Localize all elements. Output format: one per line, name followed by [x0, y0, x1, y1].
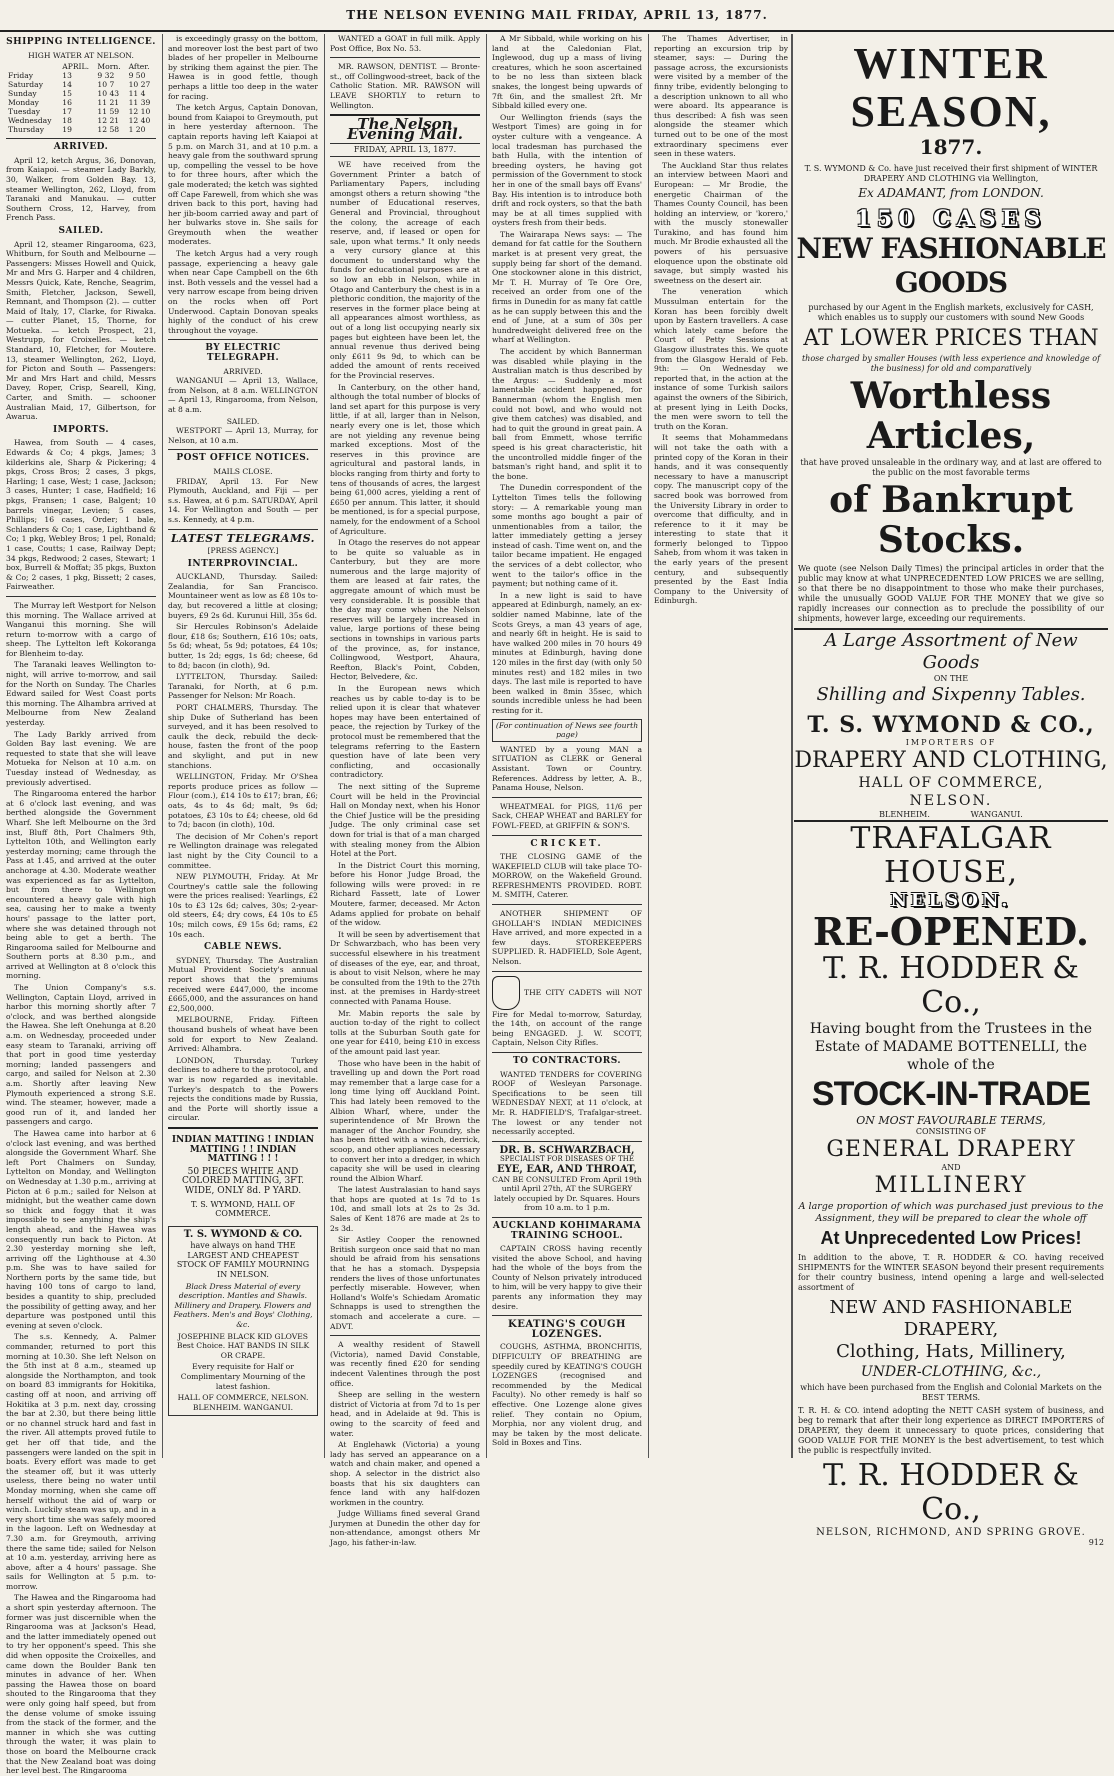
mourning-requisite: Every requisite for Half or Complimentary Mourning of the latest fashion. [180, 1362, 306, 1391]
trafalgar-nelson: NELSON. [890, 890, 1012, 911]
tel-sailed-heading: SAILED. [226, 416, 260, 426]
tides-cell: Monday [8, 98, 39, 108]
tides-cell: 19 [62, 125, 72, 135]
proved-text: that have proved unsaleable in the ordinary way, and at last are offered to the public on the most favorable terms [800, 458, 1102, 477]
matting-offer: 50 PIECES WHITE AND COLORED MATTING, 3FT. WIDE, ONLY 8d. P YARD. [182, 1166, 304, 1196]
branches: BLENHEIM. WANGANUI. [879, 810, 1023, 819]
and-text: AND [941, 1163, 961, 1172]
leader-paragraph: The latest Australasian to hand says that hops are quoted at 1s 7d to 1s 10d, and small lots at 2s to 2s 3d. Sales of Kent 1876 are made at 2s to 2s 3d. [330, 1185, 480, 1233]
sailed-heading: SAILED. [58, 225, 104, 236]
column-divider [486, 34, 487, 1458]
medicines-ad: ANOTHER SHIPMENT OF GHOLLAH'S INDIAN MEDICINES Have arrived, and more expected in a few days. STOREKEEPERS SUPPLIED. R. HADFIELD, Sole Agent, Nelson. [492, 909, 642, 967]
ship-name: Ex ADAMANT, from LONDON. [858, 186, 1044, 200]
quote-text: We quote (see Nelson Daily Times) the principal articles in order that the public may know at what UNPRECEDENTED LOW PRICES we are selling, so that there be no disappointment to those who make their purchases, while the unusually GOOD VALUE FOR THE MONEY that we give so rapidly increases our connection as to preclude the possibility of our shipments, however large, exceeding our requirements. [798, 564, 1104, 623]
keating-ad: COUGHS, ASTHMA, BRONCHITIS, DIFFICULTY OF BREATHING are speedily cured by KEATING'S COUGH LOZENGES (recognised and recommended by the Medical Faculty). No other remedy is half so effective. One Lozenge alone gives relief. They contain no Opium, Morphia, nor any violent drug, and may be taken by the most delicate. Sold in Boxes and Tins. [492, 1342, 642, 1448]
schwarzbach-name: DR. B. SCHWARZBACH, [499, 1144, 635, 1156]
school-ad: CAPTAIN CROSS having recently visited the above School, and having had the whole of the boys from the County of Nelson privately introduced to him, will be very happy to give their parents any information they may desire. [492, 1244, 642, 1311]
divider [492, 1217, 642, 1218]
tides-cell: 12 10 [128, 107, 151, 117]
divider [492, 835, 642, 836]
tides-row [6, 71, 156, 80]
tides-cell: 10 7 [97, 80, 115, 90]
leader-paragraph: The next sitting of the Supreme Court will be held in the Provincial Hall on Monday next, when his Honor the Chief Justice will be the presiding Judge. The only criminal case set down for trial is that of a man charged with stealing money from the Albion Hotel at the Port. [330, 781, 480, 859]
tides-row [6, 89, 156, 98]
telegram-paragraph: LYTTELTON, Thursday. Sailed: Taranaki, for North, at 6 p.m. Passenger for Nelson: Mr Roach. [168, 672, 318, 701]
tides-cell: 12 58 [97, 125, 120, 135]
column-divider [162, 34, 163, 1458]
divider [168, 1127, 318, 1129]
shipping-heading: SHIPPING INTELLIGENCE. [6, 37, 156, 47]
latest-telegrams-heading: LATEST TELEGRAMS. [170, 531, 315, 545]
hodder-firm-footer: T. R. HODDER & Co., [823, 1458, 1079, 1527]
trafalgar-heading: TRAFALGAR HOUSE, [850, 821, 1052, 890]
mourning-firm: T. S. WYMOND & CO. [183, 1228, 303, 1240]
news-paragraph: A Mr Sibbald, while working on his land at the Caledonian Flat, Inglewood, dug up a mass of living creatures, which he soon ascertained to be no less than sixteen black snakes, the longest being upwards of 7ft 6in, and the smallest 2ft. Mr Sibbald killed every one. [492, 34, 642, 111]
divider [492, 1315, 642, 1316]
telegram-paragraph: PORT CHALMERS, Thursday. The ship Duke of Sutherland has been surveyed, and it has been resolved to caulk the deck, rebuild the deck-house, fasten the front of the poop and skylight, and put in new stanchions. [168, 703, 318, 770]
underclothing-heading: UNDER-CLOTHING, &c., [860, 1364, 1042, 1380]
tides-cell: 12 40 [128, 116, 151, 126]
imports-text: Hawea, from South — 4 cases, Edwards & Co; 4 pkgs, James; 3 kilderkins ale, Sharp & Pickering; 4 pkgs, Cross Bros; 2 cases, 3 pkgs, Harling; 1 case, West; 1 case, Jackson; 3 cases, Hunter; 1 case, Hadfield; 16 pkgs, Fransen; 1 case, Balgent; 10 barrels vinegar, Levien; 5 cases, Phillips; 16 cases, Order; 1 bale, Schlanders & Co; 1 case, Lightband & Co; 1 pkg, Webley Bros; 1 pel, Ronald; 1 case, Coutts; 1 case, Railway Dept; 34 pkgs, Redwood; 2 cases, Stewart; 1 box, Burrell & Moffat; 35 pkgs, Buxton & Co; 2 cases, 1 pkg, Bissett; 2 cases, Fairweather. [6, 438, 156, 592]
schwarzbach-specialty: SPECIALIST FOR DISEASES OF THE [500, 1155, 634, 1164]
addition-text: In addition to the above, T. R. HODDER & CO. having received SHIPMENTS for the WINTER SEASON beyond their present requirements for their country business, intend opening a large and well-selected assortment of [798, 1253, 1104, 1292]
tides-cell: Tuesday [8, 107, 41, 117]
divider [330, 57, 480, 58]
telegraph-heading: BY ELECTRIC TELEGRAPH. [205, 343, 281, 363]
tides-header-row [6, 62, 156, 71]
news-paragraph: A wealthy resident of Stawell (Victoria), named David Constable, was recently fined £20 for sending indecent Valentines through the post office. [330, 1340, 480, 1388]
lower-prices-heading: AT LOWER PRICES THAN [803, 326, 1099, 351]
divider [168, 529, 318, 530]
tides-cell: 9 32 [97, 71, 115, 81]
hodder-firm: T. R. HODDER & Co., [823, 951, 1079, 1020]
leader-paragraph: In Otago the reserves do not appear to be quite so valuable as in Canterbury, but they are more numerous and the large majority of them are leased at fair rates, the aggregate amount of which must be very considerable. It is possible that the day may come when the Nelson reserves will be largely increased in value, large portions of these being sections in townships in various parts of the province, as, for instance, Collingwood, Westport, Ahaura, Reefton, Black's Point, Cobden, Hector, Belvedere, &c. [330, 538, 480, 682]
purchased-text: purchased by our Agent in the English markets, exclusively for CASH, which enables us to supply our customers with sound New Goods [808, 303, 1094, 322]
news-paragraph: The Ringarooma entered the harbor at 6 o'clock last evening, and was berthed alongside the Government Wharf. She left Melbourne on the 3rd inst, Bluff 8th, Port Chalmers 9th, Lyttelton 10th, and Wellington early yesterday morning; came through the Pass at 1.45, and arrived at the outer anchorage at 4.30. Moderate weather was experienced as far as Lyttelton, but from there to Wellington encountered a heavy gale with high sea, causing her to make a twenty hours' passage to the latter port, where she was detained through not being able to get a berth. The Ringarooma sailed for Melbourne and Southern ports at 8.30 p.m., and arrived at Wellington at 8 o'clock this morning. [6, 789, 156, 981]
keating-heading: KEATING'S COUGH LOZENGES. [508, 1319, 626, 1340]
news-paragraph: Our Wellington friends (says the Westport Times) are going in for oyster culture with a vengeance. A local tradesman has purchased the bath Hulla, with the intention of breeding oysters, he having got permission of the Government to stock her in one of the small bays off Evans' Bay. His intention is to introduce both drift and rock oysters, so that the bath may be at all times supplied with oysters fresh from their beds. [492, 112, 642, 228]
tides-heading: HIGH WATER AT NELSON. [28, 50, 134, 60]
news-paragraph: The Hawea and the Ringarooma had a short spin yesterday afternoon. The former was just discernible when the Ringarooma was at Jackson's Head, and the latter immediately opened out to try her opponent's speed. This she did when opposite the Croixelles, and came down the Boulder Bank ten minutes in advance of her. When passing the Hawea those on board shouted to the Ringarooma that they were only going half speed, but from the dense volume of smoke issuing from the stack of the former, and the manner in which she was cutting through the water, it was plain to those on board the Melbourne crack that the New Zealand boat was doing her level best. The Ringarooma [6, 1593, 156, 1776]
clothing-heading: Clothing, Hats, Millinery, [836, 1341, 1066, 1362]
tides-cell: Sunday [8, 89, 37, 99]
tel-arrived: WANGANUI — April 13, Wallace, from Nelson, at 8 a.m. WELLINGTON — April 13, Ringarooma, from Nelson, at 8 a.m. [168, 376, 318, 414]
tides-cell: 17 [62, 107, 72, 117]
assortment-heading: A Large Assortment of New Goods [824, 630, 1078, 673]
worthless-heading: Worthless Articles, [850, 375, 1052, 457]
cable-paragraph: MELBOURNE, Friday. Fifteen thousand bushels of wheat have been sold for export to New Zealand. Arrived: Alhambra. [168, 1015, 318, 1054]
leader-paragraph: WE have received from the Government Printer a batch of Parliamentary Papers, including amongst others a return showing "the number of Educational reserves, General and Provincial, throughout the colony, the acreage of each reserve, and, if leased or open for sale, upon what terms." It only needs a very cursory glance at this document to understand why the funds for educational purposes are at so low an ebb in Nelson, while in Otago and Canterbury the chest is in a plethoric condition, the majority of the reserves in the former place being at all appearances almost worthless, as out of a long list occupying nearly six pages but eighteen have been let, the annual revenue thus derived being only £611 9s 9d, to which can be added the amount of rents received for the Provincial reserves. [330, 159, 480, 380]
nett-cash-text: T. R. H. & CO. intend adopting the NETT CASH system of business, and beg to remark that after their long experience as DIRECT IMPORTERS of DRAPERY, they deem it unnecessary to quote prices, considering that GOOD VALUE FOR THE MONEY is the best advertisement, to test which the public is respectfully invited. [798, 1406, 1104, 1455]
divider [492, 1141, 642, 1142]
column-4 [492, 34, 642, 1458]
mourning-ad [168, 1226, 318, 1417]
column-divider [648, 34, 649, 1458]
divider [330, 1335, 480, 1336]
news-paragraph: Judge Williams fined several Grand Jurymen at Dunedin the other day for non-attendance, amongst others Mr Jago, his father-in-law. [330, 1509, 480, 1548]
proportion-text: A large proportion of which was purchased just previous to the Assignment, they will be prepared to clear the whole off [798, 1201, 1104, 1224]
news-paragraph: The Thames Advertiser, in reporting an excursion trip by steamer, says: — During the passage across, the excursionists were visited by a member of the finny tribe, evidently belonging to a description unknown to all who were aboard. Its appearance is thus described: A fish was seen alongside the steamer which turned out to be one of the most extraordinary specimens ever seen in these waters. [654, 34, 788, 159]
reopened-heading: RE-OPENED. [812, 909, 1090, 954]
cadets-text: THE CITY CADETS will NOT Fire for Medal to-morrow, Saturday, the 14th, on account of the range being ENGAGED. J. W. SCOTT, Captain, Nelson City Rifles. [492, 987, 642, 1048]
tides-cell: 15 [62, 89, 72, 99]
news-paragraph: At Englehawk (Victoria) a young lady has served an appearance on a watch and chain maker, and opened a shop. A selector in the district also boasts that his six daughters can fence land with any half-dozen workmen in the country. [330, 1440, 480, 1507]
divider [6, 596, 156, 597]
news-paragraph: The Lady Barkly arrived from Golden Bay last evening. We are requested to state that she will leave Motueka for Nelson at 10 a.m. on Tuesday instead of Wednesday, as previously advertised. [6, 729, 156, 787]
news-paragraph: It seems that Mohammedans will not take the oath with a printed copy of the Koran in their hands, and it was consequently necessary to have a manuscript copy. The manuscript copy of the sacred book was borrowed from the University Library in order to overcome that difficulty, and in reference to it it may be interesting to state that it formerly belonged to Tippoo Saheb, from whom it was taken in the early years of the present century, and subsequently presented by the East India Company to the University of Edinburgh. [654, 433, 788, 606]
contractors-ad: WANTED TENDERS for COVERING ROOF of Wesleyan Parsonage. Specifications to be seen till WEDNESDAY NEXT, at 11 o'clock, at Mr. R. HADFIELD'S, Trafalgar-street. The lowest or any tender not necessarily accepted. [492, 1069, 642, 1137]
leader-paragraph: In the District Court this morning, before his Honor Judge Broad, the following wills were proved: in re Richard Fassett, late of Lower Moutere, farmer, deceased. Mr Acton Adams applied for probate on behalf of the widow. [330, 860, 480, 928]
tides-header-cell: After. [128, 62, 150, 72]
tides-header-cell: Morn. [97, 62, 121, 72]
season-year: 1877. [919, 135, 983, 159]
drapery-clothing: DRAPERY AND CLOTHING, [794, 748, 1108, 773]
post-office-heading: POST OFFICE NOTICES. [176, 453, 310, 464]
press-agency: [PRESS AGENCY.] [207, 546, 279, 556]
news-paragraph: The Union Company's s.s. Wellington, Captain Lloyd, arrived in harbor this morning shortly after 7 o'clock, and was berthed alongside the Hawea. She left Onehunga at 8.20 a.m. on Wednesday, proceeded under easy steam to Taranaki, arriving off that port in good time yesterday morning; landed passengers and cargo, and sailed for Nelson at 2.30 a.m. Shortly after leaving New Plymouth experienced a strong S.E. wind. The steamer, however, made a good run of it, and landed her passengers and cargo. [6, 983, 156, 1127]
divider [492, 797, 642, 798]
tides-cell: 11 4 [128, 89, 146, 99]
mourning-address: HALL OF COMMERCE, NELSON. BLENHEIM. WANGANUI. [177, 1393, 309, 1412]
contractors-heading: TO CONTRACTORS. [512, 1056, 622, 1066]
tides-cell: 13 [62, 71, 72, 81]
leader-paragraph: Mr. Mabin reports the sale by auction to-day of the right to collect tolls at the Suburban South gate for one year for £410, being £10 in excess of the amount paid last year. [330, 1008, 480, 1056]
masthead-title: THE NELSON EVENING MAIL FRIDAY, APRIL 13, 1877. [346, 8, 768, 22]
tides-header-cell [6, 62, 60, 71]
news-paragraph: The Dunedin correspondent of the Lyttelton Times tells the following story: — A remarkable young man some months ago bought a pair of unmentionables from a tailor, the latter immediately getting a jersey instead of cash. Time went on, and the tailor became impatient. He engaged the services of a debt collector, who went to the tailor's office in the payment; but nothing came of it. [492, 483, 642, 589]
telegram-paragraph: NEW PLYMOUTH, Friday. At Mr Courtney's cattle sale the following were the prices realised: Yearlings, £2 10s to £3 12s 6d; calves, 30s; 2-year-old steers, £4; dry cows, £4 10s to £5 10s; milch cows, £9 15s 6d; rams, £2 10s each. [168, 872, 318, 939]
on-the: ON THE [933, 674, 969, 683]
tides-cell: 11 21 [97, 98, 120, 108]
tides-cell: Thursday [8, 125, 45, 135]
new-goods-heading: NEW FASHIONABLE GOODS [796, 232, 1106, 299]
column-number: 912 [1088, 1538, 1104, 1547]
tel-arrived-heading: ARRIVED. [223, 366, 263, 376]
nelson-label: NELSON. [909, 793, 993, 809]
news-paragraph: The ketch Argus, Captain Donovan, bound from Kaiapoi to Greymouth, put in here yesterday afternoon. The captain reports having left Kaiapoi at 5 p.m. on March 31, and at 10 p.m. a heavy gale from the southward sprung up, compelling the vessel to be hove to for three hours, after which the gale moderated; the ketch was sighted off Cape Farewell, from which she was driven back to this port, having had her jib-boom carried away and part of her bulwarks stove in. She sails for Greymouth when the weather moderates. [168, 103, 318, 247]
leader-paragraph: In the European news which reaches us by cable to-day is to be relied upon it is clear that whatever hopes may have been entertained of peace, the rejection by Turkey of the protocol must be remembered that the telegrams referring to the Eastern question have of late been very conflicting, and occasionally contradictory. [330, 684, 480, 780]
tides-row [6, 125, 156, 134]
divider [6, 138, 156, 139]
classified-ad: WANTED a GOAT in full milk. Apply Post Office, Box No. 53. [330, 34, 480, 53]
continuation-note: (For continuation of News see fourth page) [492, 719, 642, 742]
general-drapery: GENERAL DRAPERY [826, 1137, 1076, 1162]
purchased2-text: which have been purchased from the English and Colonial Markets on the BEST TERMS. [800, 1383, 1102, 1402]
tides-cell: 16 [62, 98, 72, 108]
bankrupt-heading: of Bankrupt Stocks. [829, 479, 1073, 561]
cricket-heading: CRICKET. [530, 838, 604, 849]
tides-cell: Saturday [8, 80, 43, 90]
tides-cell: Friday [8, 71, 34, 81]
those-charged-text: those charged by smaller Houses (with less experience and knowledge of the business) for old and comparatively [801, 354, 1101, 373]
news-paragraph: Sheep are selling in the western district of Victoria at from 7d to 1s per head, and in Adelaide at 9d. This is owing to the scarcity of feed and water. [330, 1390, 480, 1438]
telegram-paragraph: AUCKLAND, Thursday. Sailed: Zealandia, for San Francisco. Mountaineer went as low as £8 10s to-day, but recovered a little at closing; buyers, £9 2s 6d. Kurunui Hill, 35s 6d. [168, 572, 318, 620]
tides-row [6, 107, 156, 116]
matting-headline: INDIAN MATTING ! INDIAN MATTING ! ! INDIAN MATTING ! ! ! [171, 1134, 315, 1165]
cases-heading: 150 CASES [855, 206, 1047, 232]
arrived-heading: ARRIVED. [53, 142, 109, 153]
news-paragraph: The accident by which Bannerman was disabled while playing in the Australian match is thus described by the Argus: — Suddenly a most lamentable accident happened, for Bannerman (whom the English men could not bowl, and who would not give them catches) was disabled, and had to quit the ground in great pain. A ball from Emmett, whose terrific speed is his great characteristic, hit the uncontrolled middle finger of the batsman's right hand, and split it to the bone. [492, 347, 642, 481]
tides-table [6, 62, 156, 134]
mails-text: FRIDAY, April 13. For New Plymouth, Auckland, and Fiji — per s.s. Hawea, at 6 p.m. SATURDAY, April 14. For Wellington and South — per s.s. Kennedy, at 4 p.m. [168, 476, 318, 524]
news-paragraph: In a new light is said to have appeared at Edinburgh, namely, an ex-soldier named Mabinne, late of the Scots Greys, a man 43 years of age, and nearly 6ft in height. He is said to have walked 200 miles in 70 hours 49 minutes at Edinburgh, having done 120 miles in the first day (with only 50 minutes rest) and 182 miles in two days. The last mile is reported to have been walked in 8min 35sec, which sounds incredible unless he had been resting for it. [492, 590, 642, 715]
tides-cell: 10 27 [128, 80, 151, 90]
divider [168, 339, 318, 340]
news-paragraph: The s.s. Kennedy, A. Palmer commander, returned to port this morning at 10.30. She left Nelson on the 5th inst at 8 a.m., steamed up alongside the Northampton, and took on board 83 immigrants for Hokitika, casting off at noon, and arriving off Hokitika at 3 p.m. next day, crossing the bar at 2.30, but there being little or no channel struck hard and fast in the river. All attempts proved futile to get her off that tide, and the passengers were landed on the spit in boats. Every effort was made to get the steamer off, but it was utterly useless, there being no water until Monday morning, when she came off herself without the aid of warp or winch. Luckily steam was up, and in a very short time she was safely moored in the lagoon. Left on Wednesday at 7.30 a.m. for Greymouth, arriving there the same tide; sailed for Nelson at 10 a.m. yesterday, arriving here as above, after a 4 hours' passage. She sails for Wellington at 5 p.m. to-morrow. [6, 1332, 156, 1591]
news-paragraph: is exceedingly grassy on the bottom, and moreover lost the best part of two blades of her propeller in Melbourne by striking them against the pier. The Hawea is in good fettle, though perhaps a little too deep in the water for racing. [168, 34, 318, 101]
school-heading: AUCKLAND KOHIMARAMA TRAINING SCHOOL. [492, 1220, 642, 1241]
consisting-text: CONSISTING OF [915, 1127, 987, 1136]
news-paragraph: The Murray left Westport for Nelson this morning. The Wallace arrived at Wanganui this morning. She will return to-morrow with a cargo of sheep. The Lyttelton left Kokoranga for Blenheim to-day. [6, 600, 156, 658]
mourning-list: Black Dress Material of every description. Mantles and Shawls. Millinery and Drapery. Flowers and Feathers. Men's and Boys' Clothing, &c. [173, 1281, 313, 1330]
cable-paragraph: SYDNEY, Thursday. The Australian Mutual Provident Society's annual report shows that the premiums received were £447,000, the income £665,000, and the assurances on hand £2,500,000. [168, 955, 318, 1013]
cable-news-heading: CABLE NEWS. [203, 942, 283, 953]
column-5 [654, 34, 788, 1458]
matting-signature: T. S. WYMOND, HALL OF COMMERCE. [190, 1199, 296, 1219]
divider [492, 1052, 642, 1053]
crest-icon [492, 976, 520, 1010]
news-paragraph: The Wairarapa News says: — The demand for fat cattle for the Southern market is at present very great, the supply being far short of the demand. One stockowner alone in this district, Mr T. H. Murray of Te Ore Ore, received an order from one of the firms in Dunedin for as many fat cattle as he can supply between this and the end of June, at a sum of 30s per hundredweight delivered free on the wharf at Wellington. [492, 229, 642, 345]
sailed-text: April 12, steamer Ringarooma, 623, Whitburn, for South and Melbourne — Passengers: Misses Howell and Quick, Mr and Mrs G. Harper and 4 children, Messrs Quick, Kate, Renche, Seagrim, Smith, Fletcher, Jackson, Sewell, Remnant, and Thompson (2). — cutter Maid of Italy, 17, Clarke, for Riwaka. — cutter Planet, 15, Thorne, for Motueka. — ketch Prospect, 21, Westrupp, for Croixelles. — ketch Standard, 10, Fletcher, for Moutere. 13, steamer Wellington, 262, Lloyd, for Picton and South — Passengers: Mr and Mrs Hart and child, Messrs Davey, Roper, Crisp, Searell, King, Carter, and Smith. — schooner Australian Maid, 17, Gilbertson, for Awarua. [6, 239, 156, 422]
leader-paragraph: Those who have been in the habit of travelling up and down the Port road may remember that a large case for a long time lying off Auckland Point. This had lately been removed to the Albion Wharf, where, under the superintendence of Mr Brown the manager of the Anchor Foundry, she has been fitted with a winch, derrick, scoop, and other appliances necessary to convert her into a dredger, in which capacity she will be used in clearing round the Albion Wharf. [330, 1058, 480, 1183]
imports-heading: IMPORTS. [52, 424, 110, 435]
tides-header-cell: APRIL. [62, 62, 90, 72]
column-1 [6, 34, 156, 1776]
schwarzbach-hours: CAN BE CONSULTED From April 19th until April 27th, AT the SURGERY lately occupied by Dr. Squares. Hours from 10 a.m. to 1 p.m. [492, 1174, 642, 1213]
tides-cell: 1 20 [128, 125, 146, 135]
tides-cell: 14 [62, 80, 72, 90]
news-paragraph: The Taranaki leaves Wellington to-night, will arrive to-morrow, and sail for the North on Sunday. The Charles Edward sailed for West Coast ports this morning. The Alhambra arrived at Melbourne from New Zealand yesterday. [6, 660, 156, 728]
shipment-intro: T. S. WYMOND & Co. have just received their first shipment of WINTER DRAPERY AND CLOTHING via Wellington, [804, 164, 1098, 183]
classified-ad: MR. RAWSON, DENTIST. — Bronte-st., off Collingwood-street, back of the Catholic Station. MR. RAWSON will LEAVE SHORTLY to return to Wellington. [330, 62, 480, 110]
hall-of-commerce: HALL OF COMMERCE, [858, 775, 1044, 791]
display-advertisements [794, 34, 1108, 1547]
paper-date: FRIDAY, APRIL 13, 1877. [330, 143, 480, 157]
bought-text: Having bought from the Trustees in the Estate of MADAME BOTTENELLI, the whole of the [809, 1021, 1093, 1073]
tides-cell: 9 50 [128, 71, 146, 81]
news-paragraph: The Hawea came into harbor at 6 o'clock last evening, and was berthed alongside the Government Wharf. She left Port Chalmers on Sunday, Lyttelton on Monday, and Wellington on Wednesday at 1.30 p.m., arriving at Picton at 6 p.m.; sailed for Nelson at midnight, but the weather came down so thick and foggy that it was impossible to see anything the ship's length ahead, and the Hawea was consequently run back to Picton. At 2.30 yesterday morning she left, arriving off the Lighthouse at 4.30 p.m. She was to have sailed for Northern ports by the same tide, but having 100 tons of cargo to land, besides a quantity to ship, precluded the possibility of getting away, and her departure was postponed until this evening at seven o'clock. [6, 1128, 156, 1330]
masthead [0, 0, 1114, 32]
tables-heading: Shilling and Sixpenny Tables. [816, 684, 1086, 705]
millinery-heading: MILLINERY [874, 1173, 1028, 1198]
arrived-text: April 12, ketch Argus, 36, Donovan, from Kaiapoi. — steamer Lady Barkly, 30, Walker, from Golden Bay. 13, steamer Wellington, 262, Lloyd, from Taranaki and Manukau. — cutter Southern Cross, 12, Harvey, from French Pass. [6, 155, 156, 223]
new-drapery-heading: NEW AND FASHIONABLE DRAPERY, [829, 1297, 1073, 1340]
unprecedented-heading: At Unprecedented Low Prices! [820, 1228, 1082, 1248]
tides-cell: 11 39 [128, 98, 151, 108]
stock-heading: STOCK-IN-TRADE [811, 1075, 1091, 1113]
telegram-paragraph: Sir Hercules Robinson's Adelaide flour, £18 6s; Southern, £16 10s; oats, 5s 6d; wheat, 5s 9d; potatoes, £4 10s; butter, 1s 2d; eggs, 1s 6d; cheese, 6d to 8d; bacon (in cloth), 9d. [168, 622, 318, 670]
classified-ad: WHEATMEAL for PIGS, 11/6 per Sack, CHEAP WHEAT and BARLEY for FOWL-FEED, at GRIFFIN & SON'S. [492, 801, 642, 830]
column-3 [330, 34, 480, 1548]
divider [168, 449, 318, 450]
cricket-ad: THE CLOSING GAME of the WAKEFIELD CLUB will take place TO-MORROW, on the Wakefield Ground. REFRESHMENTS PROVIDED. ROBT. M. SMITH, Caterer. [492, 852, 642, 900]
tides-row [6, 116, 156, 125]
cadets-ad [492, 976, 642, 1048]
hodder-address: NELSON, RICHMOND, AND SPRING GROVE. [816, 1527, 1086, 1538]
paper-title: The Nelson Evening Mail. [347, 115, 463, 143]
mails-heading: MAILS CLOSE. [213, 466, 273, 476]
column-divider [324, 34, 325, 1458]
tel-sailed: WESTPORT — April 13, Murray, for Nelson, at 10 a.m. [168, 426, 318, 445]
mourning-headline: have always on hand THE LARGEST AND CHEAPEST STOCK OF FAMILY MOURNING IN NELSON. [176, 1241, 310, 1280]
divider [492, 904, 642, 905]
schwarzbach-ad [492, 1146, 642, 1213]
schwarzbach-areas: EYE, EAR, AND THROAT, [497, 1163, 637, 1175]
tides-row [6, 98, 156, 107]
tides-row [6, 80, 156, 89]
tides-cell: 12 21 [97, 116, 120, 126]
tides-cell: Wednesday [8, 116, 52, 126]
column-2 [168, 34, 318, 1458]
news-paragraph: The veneration which Mussulman entertain for the Koran has been forcibly dwelt upon by Eastern travellers. A case which lately came before the Court of Petty Sessions at Glasgow illustrates this. We quote from the Glasgow Herald of Feb. 9th: — On Wednesday we reported that, in the action at the instance of some Turkish sailors against the owners of the Sibirich, at present lying in Leith Docks, the men were sworn to tell the truth on the Koran. [654, 287, 788, 431]
wymond-firm: T. S. WYMOND & CO., [807, 712, 1095, 738]
interprovincial-heading: INTERPROVINCIAL. [187, 558, 299, 569]
tides-cell: 18 [62, 116, 72, 126]
tides-cell: 10 43 [97, 89, 120, 99]
importers-of: IMPORTERS OF [905, 738, 997, 747]
leader-paragraph: It will be seen by advertisement that Dr Schwarzbach, who has been very successful elsewhere in his treatment of diseases of the eye, ear, and throat, is about to visit Nelson, where he may be consulted from the 19th to the 27th inst. at the premises in Hardy-street connected with Panama House. [330, 929, 480, 1006]
news-paragraph: The ketch Argus had a very rough passage, experiencing a heavy gale when near Cape Campbell on the 6th inst. Both vessels and the vessel had a very narrow escape from being driven on the rocks when off Port Underwood. Captain Donovan speaks highly of the conduct of his crew throughout the voyage. [168, 249, 318, 335]
telegram-paragraph: The decision of Mr Cohen's report re Wellington drainage was relegated last night by the City Council to a committee. [168, 831, 318, 870]
mourning-gloves: JOSEPHINE BLACK KID GLOVES Best Choice. HAT BANDS IN SILK OR CRAPE. [176, 1331, 310, 1360]
column-divider [791, 34, 793, 1458]
leader-paragraph: Sir Astley Cooper the renowned British surgeon once said that no man should be afraid from his sensations that he has a stomach. Dyspepsia renders the lives of those unfortunates perfectly miserable. However, when Holland's Wolfe's Schiedam Aromatic Schnapps is used to strengthen the stomach and accelerate a cure. — ADVT. [330, 1235, 480, 1331]
classified-ad: WANTED by a young MAN a SITUATION as CLERK or General Assistant. Town or Country. References. Address by letter, A. B., Panama House, Nelson. [492, 744, 642, 793]
winter-season-heading: WINTER SEASON, [850, 39, 1052, 136]
divider [492, 971, 642, 972]
matting-ad [168, 1133, 318, 1222]
leader-paragraph: In Canterbury, on the other hand, although the total number of blocks of land set apart for this purpose is very little, if at all, larger than in Nelson, nearly every one is let, those which are not yielding any revenue being marked exceptions. Most of the reserves in this province are agricultural and pastoral lands, in blocks ranging from thirty and forty to tens of thousands of acres, the largest being 61,000 acres, yielding a rent of £650 per annum. This latter, it should be mentioned, is for a special purpose, namely, for the endowment of a School of Agriculture. [330, 382, 480, 536]
tides-cell: 11 59 [97, 107, 120, 117]
news-paragraph: The Auckland Star thus relates an interview between Maori and European: — Mr Brodie, the energetic Chairman of the Thames County Council, has been holding an interview, or 'korero,' with the muscly stonewaller Turakino, and has found him much. Mr Brodie exhausted all the powers of his persuasive eloquence upon the obstinate old savage, but simply wasted his sweetness on the desert air. [654, 160, 788, 285]
terms-text: ON MOST FAVOURABLE TERMS, [856, 1114, 1046, 1127]
cable-paragraph: LONDON, Thursday. Turkey declines to adhere to the protocol, and war is now regarded as inevitable. Turkey's despatch to the Powers rejects the conditions made by Russia, and the Porte will shortly issue a circular. [168, 1055, 318, 1123]
telegram-paragraph: WELLINGTON, Friday. Mr O'Shea reports produce prices as follow — Flour (com.), £14 10s to £17; bran, £6; oats, 4s to 4s 6d; malt, 9s 6d; potatoes, £3 10s to £4; cheese, old 6d to 7d; bacon (in cloth), 10d. [168, 772, 318, 830]
